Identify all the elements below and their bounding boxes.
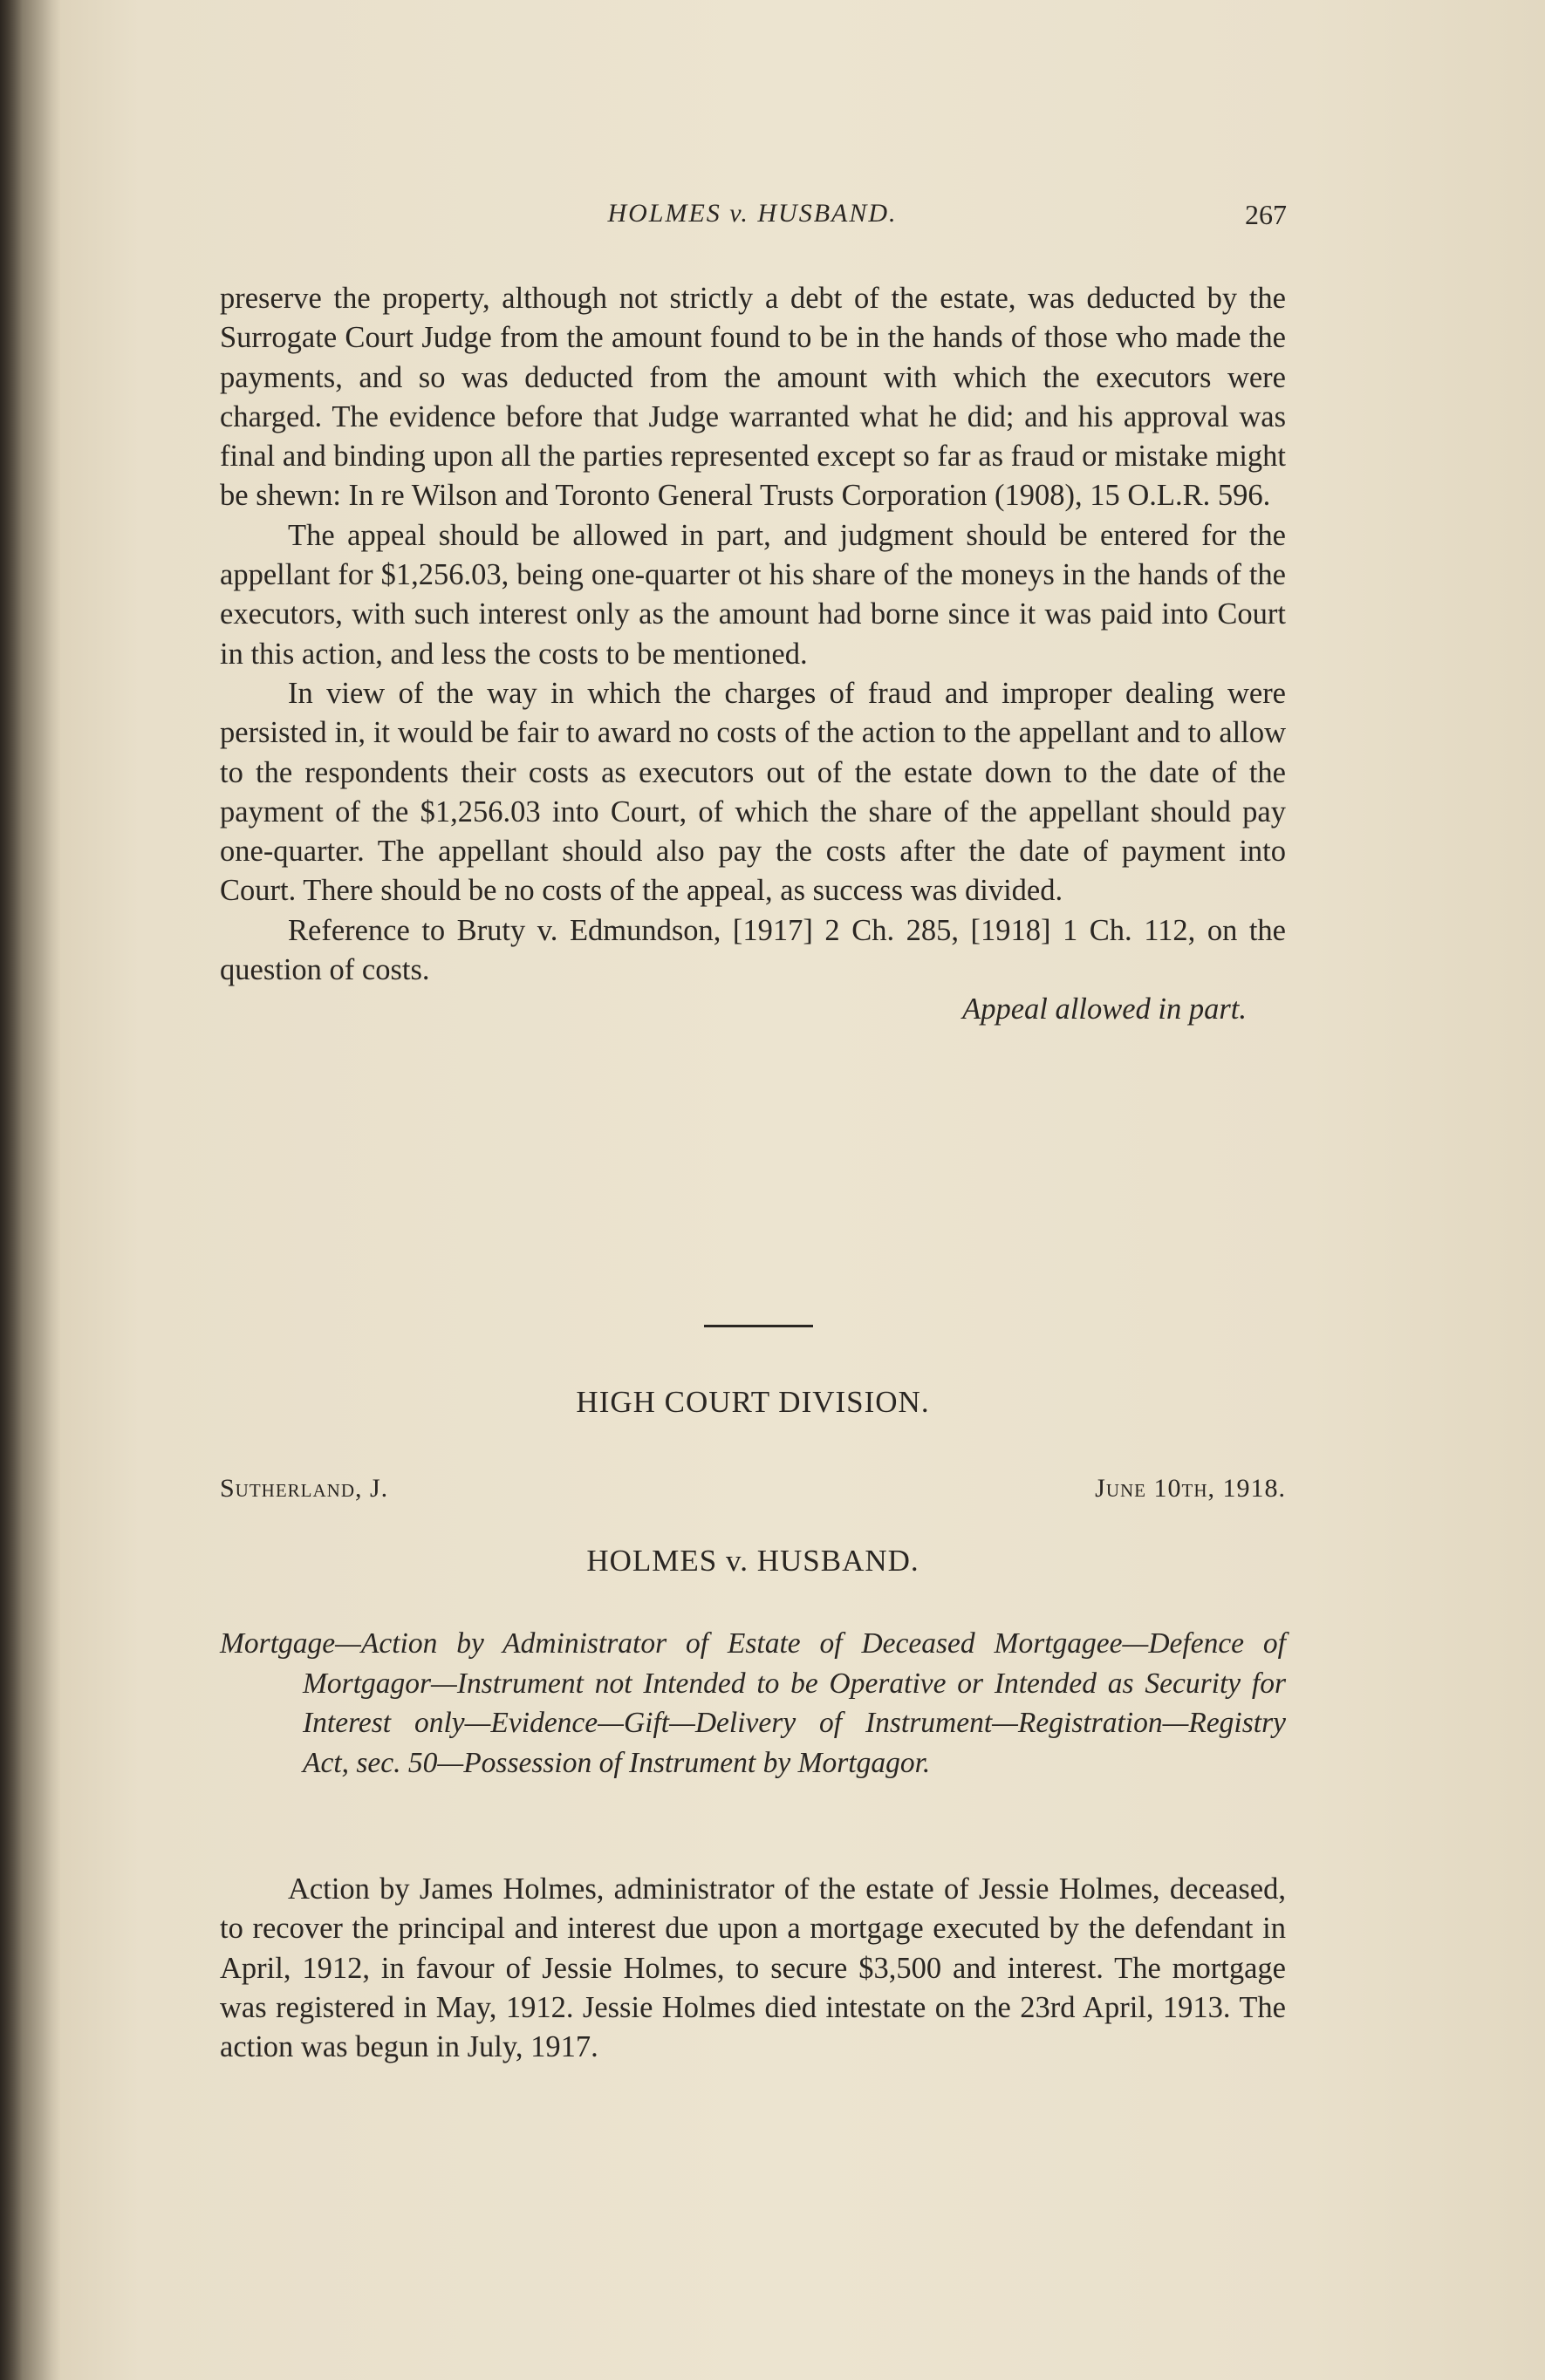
judgment-text — [220, 279, 1286, 1029]
page-number: 267 — [1245, 199, 1287, 230]
case-title: HOLMES v. HUSBAND. — [586, 1544, 919, 1578]
paragraph-1: preserve the property, although not strictly a debt of the estate, was deducted by the Surrogate Court Judge from the amount found to be in the hands of those who made the payments, and so was deducted from the amount with which the executors were charged. The evidence before that Judge warranted what he did; and his approval was final and binding upon all the parties represented except so far as fraud or mistake might be shewn: In re Wilson and Toronto General Trusts Corporation (1908), 15 O.L.R. 596. — [220, 282, 1286, 513]
section-divider — [704, 1325, 813, 1327]
running-header — [218, 199, 1287, 242]
action-summary-block — [220, 1870, 1286, 2067]
binding-gutter-shadow — [0, 0, 61, 2380]
paragraph-3: In view of the way in which the charges of fraud and improper dealing were persisted in, it would be fair to award no costs of the action to the appellant and to allow to the respondents their costs as executors out of the estate down to the date of the payment of the $1,256.03 into Court, of which the share of the appellant should pay one-quarter. The appellant should also pay the costs after the date of payment into Court. There should be no costs of the appeal, as success was divided. — [220, 676, 1286, 908]
paragraph-2: The appeal should be allowed in part, and judgment should be entered for the appellant for $1,256.03, being one-quarter ot his share of the moneys in the hands of the executors, with such interest only as the amount had borne since it was paid into Court in this action, and less the costs to be mentioned. — [220, 518, 1286, 671]
division-heading: HIGH COURT DIVISION. — [576, 1385, 930, 1419]
paragraph-4: Reference to Bruty v. Edmundson, [1917] 2 Ch. 285, [1918] 1 Ch. 112, on the question of costs. — [220, 913, 1286, 987]
headnote: Mortgage—Action by Administrator of Estate of Deceased Mortgagee—Defence of Mortgagor—Instrument not Intended to be Operative or Intended as Security for Interest only—Evidence—Gift—Delivery of Instrument—Registration—Registry Act, sec. 50—Possession of Instrument by Mortgagor. — [220, 1627, 1286, 1779]
action-summary: Action by James Holmes, administrator of the estate of Jessie Holmes, deceased, to recover the principal and interest due upon a mortgage executed by the defendant in April, 1912, in favour of Jessie Holmes, to secure $3,500 and interest. The mortgage was registered in May, 1912. Jessie Holmes died intestate on the 23rd April, 1913. The action was begun in July, 1917. — [220, 1872, 1286, 2064]
disposition: Appeal allowed in part. — [962, 992, 1247, 1026]
running-title: HOLMES v. HUSBAND. — [607, 199, 898, 228]
decision-date: June 10th, 1918. — [1095, 1474, 1286, 1503]
judge-name: Sutherland, J. — [220, 1474, 389, 1503]
case-meta-row — [220, 1474, 1286, 1513]
